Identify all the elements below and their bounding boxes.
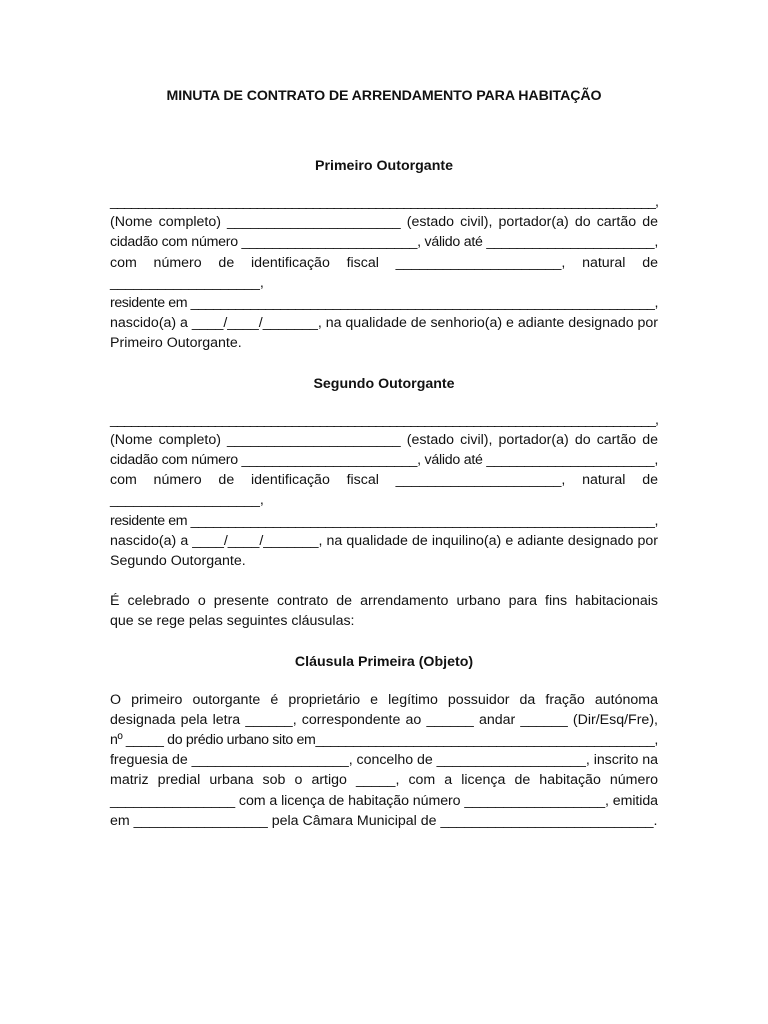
text-line: residente em ______________________________________________________________, (110, 512, 658, 529)
text-line: nascido(a) a ____/____/_______, na qualidade de senhorio(a) e adiante designado por (110, 315, 658, 332)
text-line: (Nome completo) ______________________ (estado civil), portador(a) do cartão de (110, 431, 658, 448)
text-line: ___________________, (110, 274, 264, 291)
text-line: cidadão com número _______________________, válido até ______________________, (110, 234, 658, 251)
text-line: ______________________________________________________________________________, (110, 411, 658, 428)
text-line: cidadão com número _______________________, válido até ______________________, (110, 452, 658, 469)
text-line: com número de identificação fiscal _____________________, natural de (110, 472, 658, 489)
intro-paragraph (110, 591, 658, 631)
text-line: que se rege pelas seguintes cláusulas: (110, 613, 355, 630)
text-line: (Nome completo) ______________________ (estado civil), portador(a) do cartão de (110, 214, 658, 231)
text-line: Primeiro Outorgante. (110, 335, 242, 352)
text-line: freguesia de ____________________, concelho de ___________________, inscrito na (110, 752, 658, 769)
document-body (110, 86, 658, 831)
text-line: com número de identificação fiscal _____________________, natural de (110, 254, 658, 271)
text-line: designada pela letra ______, correspondente ao ______ andar ______ (Dir/Esq/Fre), (110, 711, 658, 728)
text-line: em _________________ pela Câmara Municipal de ___________________________. (110, 812, 658, 829)
segundo-outorgante-heading: Segundo Outorgante (313, 375, 455, 392)
text-line: O primeiro outorgante é proprietário e legítimo possuidor da fração autónoma (110, 691, 658, 708)
text-line: ______________________________________________________________________________, (110, 194, 658, 210)
text-line: nascido(a) a ____/____/_______, na qualidade de inquilino(a) e adiante designado por (110, 532, 658, 549)
text-line: Segundo Outorgante. (110, 553, 246, 570)
clausula-primeira-paragraph (110, 690, 658, 831)
primeiro-outorgante-paragraph (110, 192, 658, 354)
clausula-primeira-heading: Cláusula Primeira (Objeto) (294, 653, 474, 670)
document-title: MINUTA DE CONTRATO DE ARRENDAMENTO PARA HABITAÇÃO (166, 88, 602, 104)
text-line: É celebrado o presente contrato de arrendamento urbano para fins habitacionais (110, 593, 658, 610)
text-line: ________________ com a licença de habitação número __________________, emitida (110, 792, 658, 809)
segundo-outorgante-paragraph (110, 410, 658, 572)
text-line: matriz predial urbana sob o artigo _____, com a licença de habitação número (110, 772, 658, 789)
primeiro-outorgante-heading: Primeiro Outorgante (315, 158, 453, 174)
text-line: ___________________, (110, 492, 264, 509)
text-line: nº _____ do prédio urbano sito em_____________________________________________, (110, 732, 658, 749)
text-line: residente em ______________________________________________________________, (110, 295, 658, 312)
